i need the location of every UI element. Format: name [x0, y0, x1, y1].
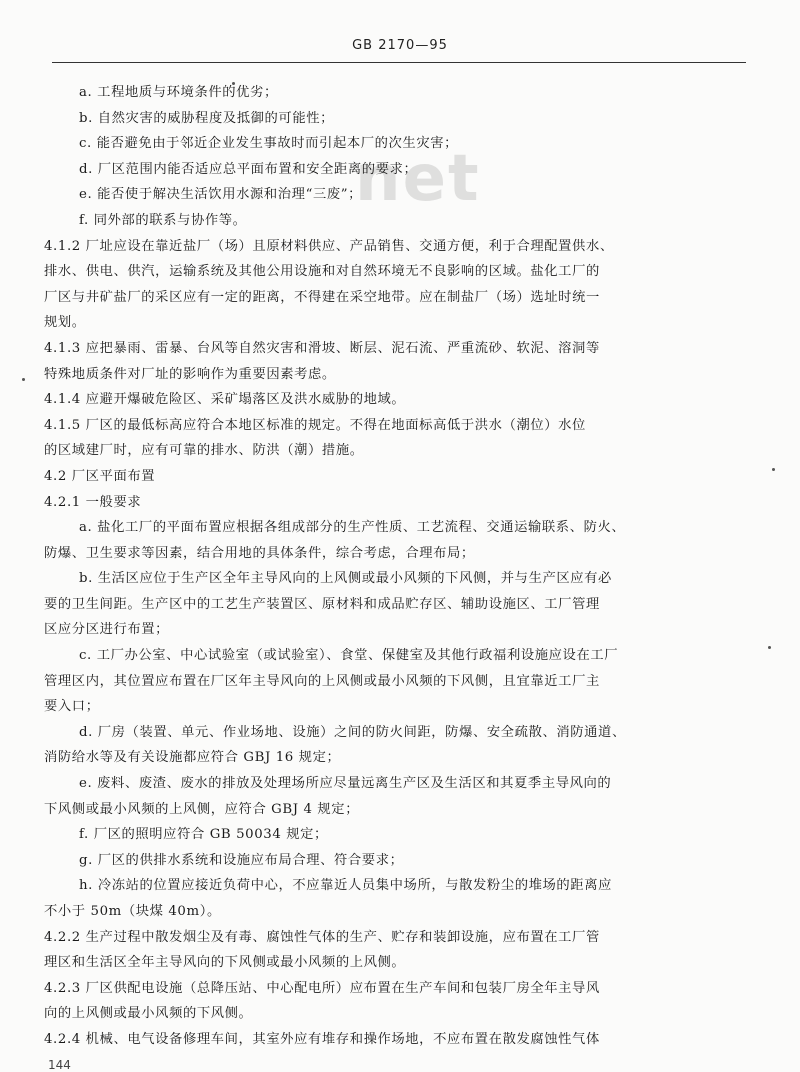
text-line: h. 冷冻站的位置应接近负荷中心，不应靠近人员集中场所，与散发粉尘的堆场的距离应	[79, 878, 613, 894]
text-line: d. 厂区范围内能否适应总平面布置和安全距离的要求；	[79, 161, 418, 177]
text-line: 下风侧或最小风频的上风侧，应符合 GBJ 4 规定；	[44, 801, 360, 817]
text-line: 要的卫生间距。生产区中的工艺生产装置区、原材料和成品贮存区、辅助设施区、工厂管理	[44, 596, 600, 612]
text-line: b. 自然灾害的威胁程度及抵御的可能性；	[79, 110, 335, 126]
header-rule	[52, 62, 746, 63]
text-line: 排水、供电、供汽，运输系统及其他公用设施和对自然环境无不良影响的区域。盐化工厂的	[44, 264, 600, 280]
text-line: e. 能否使于解决生活饮用水源和治理“三废”；	[79, 187, 363, 203]
text-line: 防爆、卫生要求等因素，结合用地的具体条件，综合考虑，合理布局；	[44, 545, 475, 561]
text-line: c. 工厂办公室、中心试验室（或试验室）、食堂、保健室及其他行政福利设施应设在工厂	[79, 648, 619, 664]
text-line: a. 工程地质与环境条件的优劣；	[79, 85, 278, 100]
text-line: 4.1.4 应避开爆破危险区、采矿塌落区及洪水威胁的地域。	[44, 392, 406, 408]
scan-speck	[232, 82, 235, 85]
text-line: a. 盐化工厂的平面布置应根据各组成部分的生产性质、工艺流程、交通运输联系、防火、	[79, 520, 626, 536]
text-line: 4.2.2 生产过程中散发烟尘及有毒、腐蚀性气体的生产、贮存和装卸设施，应布置在工厂管	[44, 929, 600, 945]
page-number: 144	[48, 1058, 71, 1072]
text-line: 不小于 50m（块煤 40m）。	[44, 904, 221, 919]
text-line: 4.2.4 机械、电气设备修理车间，其室外应有堆存和操作场地，不应布置在散发腐蚀性气体	[44, 1031, 600, 1047]
text-line: b. 生活区应位于生产区全年主导风向的上风侧或最小风频的下风侧，并与生产区应有必	[79, 571, 612, 587]
text-line: d. 厂房（装置、单元、作业场地、设施）之间的防火间距，防爆、安全疏散、消防通道、	[79, 724, 626, 740]
text-line: 要入口；	[44, 699, 100, 715]
page-header: GB 2170—95	[352, 38, 448, 53]
text-line: 4.1.2 厂址应设在靠近盐厂（场）且原材料供应、产品销售、交通方便，利于合理配置供水、	[44, 238, 614, 254]
text-line: 厂区与井矿盐厂的采区应有一定的距离，不得建在采空地带。应在制盐厂（场）选址时统一	[44, 289, 600, 305]
text-line: 4.2.3 厂区供配电设施（总降压站、中心配电所）应布置在生产车间和包装厂房全年主导风	[44, 980, 600, 996]
scan-speck	[768, 646, 771, 649]
text-line: g. 厂区的供排水系统和设施应布局合理、符合要求；	[79, 852, 404, 868]
text-line: 规划。	[44, 315, 86, 331]
text-line: f. 同外部的联系与协作等。	[79, 212, 247, 228]
text-line: 消防给水等及有关设施都应符合 GBJ 16 规定；	[44, 750, 341, 766]
text-line: f. 厂区的照明应符合 GB 50034 规定；	[79, 827, 328, 843]
text-line: 的区域建厂时，应有可靠的排水、防洪（潮）措施。	[44, 443, 364, 459]
section-heading: 4.2 厂区平面布置	[44, 468, 156, 484]
scan-speck	[22, 378, 25, 381]
text-line: 理区和生活区全年主导风向的下风侧或最小风频的上风侧。	[44, 955, 406, 971]
text-line: c. 能否避免由于邻近企业发生事故时而引起本厂的次生灾害；	[79, 136, 459, 152]
text-line: 向的上风侧或最小风频的下风侧。	[44, 1006, 253, 1022]
text-line: 4.1.3 应把暴雨、雷暴、台风等自然灾害和滑坡、断层、泥石流、严重流砂、软泥、溶洞等	[44, 340, 600, 356]
text-line: e. 废料、废渣、废水的排放及处理场所应尽量远离生产区及生活区和其夏季主导风向的	[79, 776, 612, 792]
body-text	[44, 80, 754, 1053]
text-line: 特殊地质条件对厂址的影响作为重要因素考虑。	[44, 366, 336, 382]
watermark: net	[355, 142, 481, 216]
text-line: 管理区内，其位置应布置在厂区年主导风向的上风侧或最小风频的下风侧，且宜靠近工厂主	[44, 673, 600, 689]
scan-speck	[772, 468, 775, 471]
text-line: 4.1.5 厂区的最低标高应符合本地区标准的规定。不得在地面标高低于洪水（潮位）水位	[44, 417, 586, 433]
subsection-heading: 4.2.1 一般要求	[44, 494, 142, 510]
text-line: 区应分区进行布置；	[44, 622, 170, 638]
